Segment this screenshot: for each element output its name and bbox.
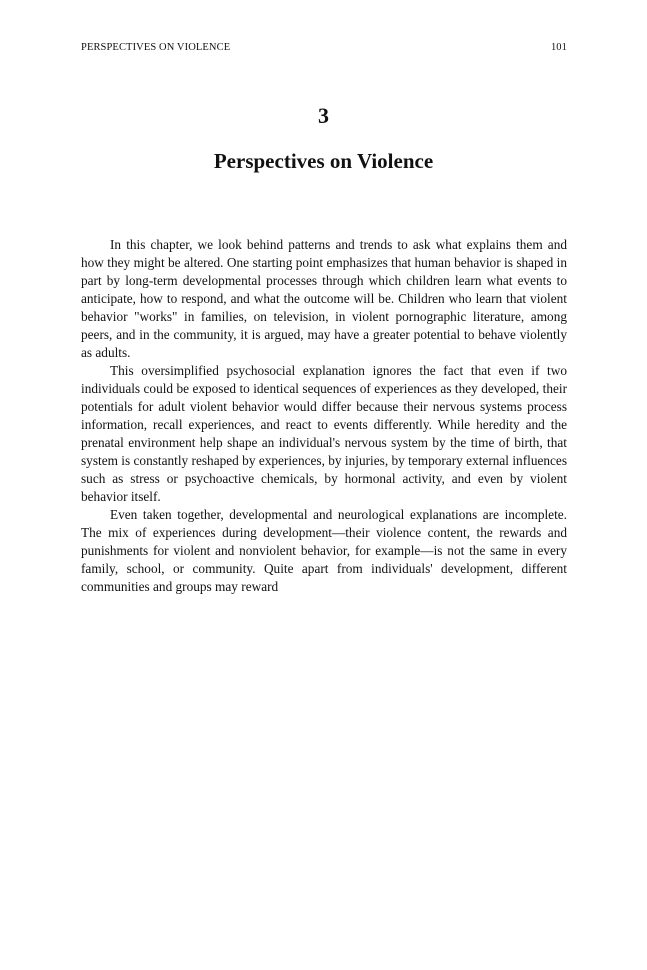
running-head-title: PERSPECTIVES ON VIOLENCE — [81, 42, 231, 53]
chapter-body — [81, 236, 567, 596]
paragraph: This oversimplified psychosocial explanation ignores the fact that even if two individuals could be exposed to identical sequences of experiences as they developed, their potentials for adult violent behavior would differ because their nervous systems process information, recall experiences, and react to events differently. While heredity and the prenatal environment help shape an individual's nervous system by the time of birth, that system is constantly reshaped by experiences, by injuries, by temporary external influences such as stress or psychoactive chemicals, by hormonal activity, and even by violent behavior itself. — [81, 363, 567, 504]
running-head — [81, 41, 567, 55]
chapter-number: 3 — [318, 103, 329, 128]
page-number: 101 — [550, 42, 567, 53]
chapter-title: Perspectives on Violence — [213, 149, 434, 173]
paragraph: Even taken together, developmental and neurological explanations are incomplete. The mix of experiences during development—their violence content, the rewards and punishments for violent and nonviolent behavior, for example—is not the same in every family, school, or community. Quite apart from individuals' development, different communities and groups may reward — [81, 507, 567, 594]
paragraph: In this chapter, we look behind patterns and trends to ask what explains them and how they might be altered. One starting point emphasizes that human behavior is shaped in part by long-term developmental processes through which children learn what events to anticipate, how to respond, and what the outcome will be. Children who learn that violent behavior "works" in families, on television, in violent pornographic literature, among peers, and in the community, it is argued, may have a greater potential to behave violently as adults. — [81, 237, 567, 360]
